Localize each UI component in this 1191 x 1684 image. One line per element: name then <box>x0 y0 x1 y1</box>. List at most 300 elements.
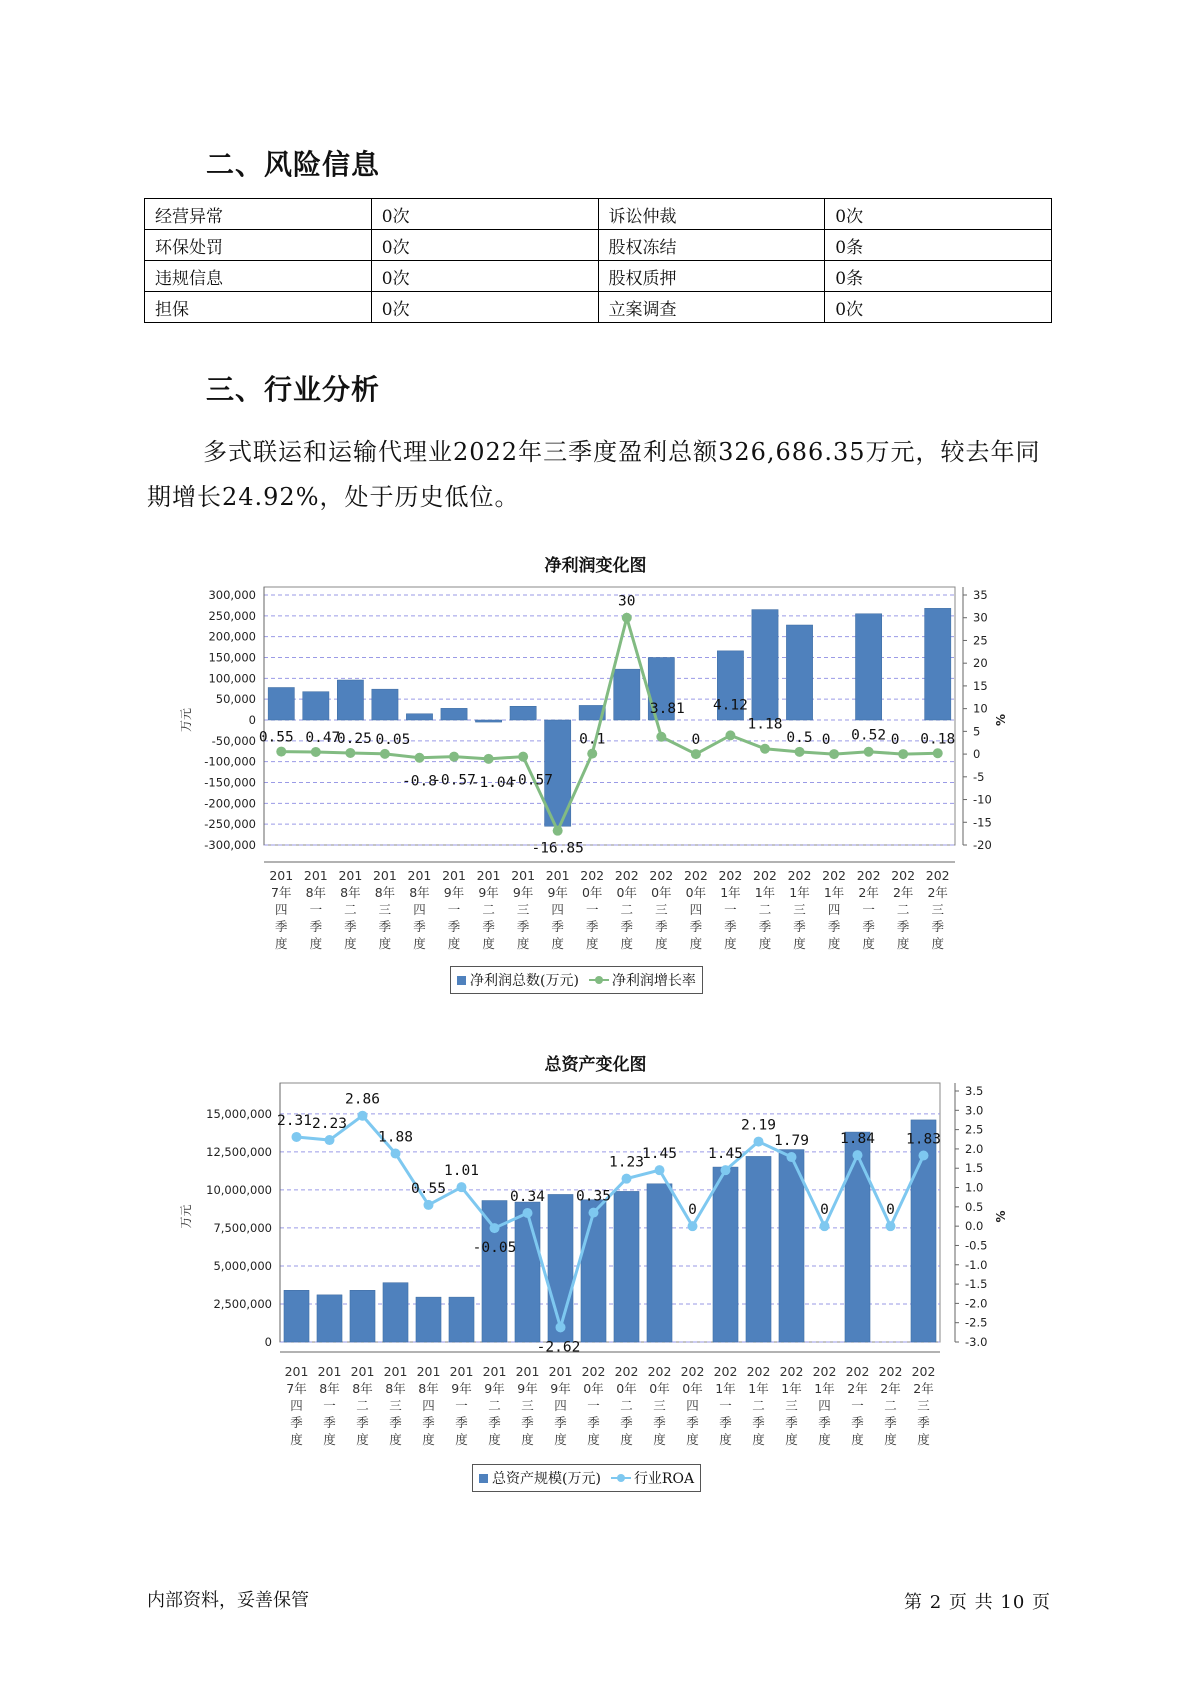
x-tick-label-line: 1年 <box>748 1381 769 1396</box>
x-tick-label-line: 度 <box>655 936 668 951</box>
x-tick-label-line: 三 <box>521 1398 534 1413</box>
x-tick-label-line: 度 <box>389 1432 402 1447</box>
data-label: 0.34 <box>510 1189 545 1206</box>
x-tick-label <box>753 868 777 951</box>
x-tick-label-line: 二 <box>620 902 634 917</box>
x-tick-label-line: 201 <box>442 868 466 883</box>
bar <box>855 614 881 720</box>
x-tick-label <box>681 1364 705 1447</box>
data-label: -16.85 <box>531 840 584 857</box>
legend-line-swatch <box>611 1473 631 1483</box>
x-tick-label-line: 三 <box>785 1398 798 1413</box>
x-tick-label-line: 度 <box>554 1432 567 1447</box>
bar <box>510 706 536 720</box>
x-tick-label <box>511 868 535 951</box>
x-tick-label <box>351 1364 375 1447</box>
x-tick-label <box>269 868 293 951</box>
x-tick-label-line: 度 <box>455 1432 468 1447</box>
y-right-tick-label: 30 <box>973 610 988 625</box>
x-tick-label-line: 8年 <box>352 1381 373 1396</box>
x-tick-label-line: 0年 <box>682 1381 703 1396</box>
x-tick-label-line: 度 <box>862 936 875 951</box>
bar <box>268 688 294 721</box>
x-tick-label-line: 四 <box>554 1398 567 1413</box>
x-tick-label-line: 季 <box>931 919 944 934</box>
x-tick-label-line: 一 <box>585 902 599 917</box>
data-label: 1.01 <box>444 1163 479 1180</box>
x-tick-label-line: 二 <box>758 902 772 917</box>
x-tick-label-line: 201 <box>548 1364 573 1379</box>
data-label: 0.35 <box>576 1188 611 1205</box>
x-tick-label <box>318 1364 342 1447</box>
y-left-tick-label: 15,000,000 <box>206 1106 272 1121</box>
x-tick-label-line: 1年 <box>823 885 845 900</box>
risk-item-label: 环保处罚 <box>145 230 372 261</box>
x-tick-label <box>912 1364 936 1447</box>
x-tick-label-line: 二 <box>752 1398 765 1413</box>
x-tick-label-line: 季 <box>521 1415 534 1430</box>
data-label: 1.88 <box>378 1129 413 1146</box>
x-tick-label-line: 季 <box>554 1415 567 1430</box>
risk-item-value: 0次 <box>825 199 1052 230</box>
data-label: 0.5 <box>786 729 813 746</box>
x-tick-label-line: 一 <box>862 902 875 917</box>
x-tick-label-line: 0年 <box>581 885 603 900</box>
x-tick-label-line: 度 <box>818 1432 831 1447</box>
x-tick-label-line: 0年 <box>649 1381 670 1396</box>
y-right-tick-label: -10 <box>973 792 992 807</box>
x-tick-label-line: 202 <box>614 868 639 883</box>
x-tick-label-line: 202 <box>925 868 950 883</box>
series-point <box>655 1165 665 1175</box>
x-tick-label-line: 1年 <box>789 885 810 900</box>
series-point <box>449 752 459 762</box>
x-tick-label <box>857 868 881 951</box>
x-tick-label-line: 0年 <box>616 885 638 900</box>
data-label: 0.55 <box>411 1180 446 1197</box>
x-tick-label-line: 四 <box>818 1398 831 1413</box>
x-tick-label-line: 四 <box>422 1398 435 1413</box>
x-tick-label <box>373 868 397 951</box>
total-assets-legend <box>472 1464 701 1492</box>
x-tick-label <box>926 868 950 951</box>
series-point <box>523 1208 533 1218</box>
x-tick-label-line: 9年 <box>550 1381 571 1396</box>
x-tick-label-line: 201 <box>449 1364 474 1379</box>
x-tick-label-line: 季 <box>827 919 841 934</box>
x-tick-label-line: 三 <box>378 902 392 917</box>
x-tick-label-line: 2年 <box>880 1381 901 1396</box>
x-tick-label <box>615 868 639 951</box>
x-tick-label <box>649 868 673 951</box>
x-tick-label-line: 季 <box>785 1415 798 1430</box>
x-tick-label-line: 一 <box>724 902 737 917</box>
x-tick-label-line: 202 <box>812 1364 837 1379</box>
x-tick-label-line: 季 <box>758 919 772 934</box>
x-tick-label-line: 季 <box>884 1415 897 1430</box>
y-right-tick-label: 2.5 <box>965 1122 984 1137</box>
series-point <box>589 1208 599 1218</box>
series-point <box>518 752 528 762</box>
x-tick-label <box>546 868 570 951</box>
y-left-tick-label: -150,000 <box>204 775 256 790</box>
y-right-tick-label: 1.0 <box>965 1180 984 1195</box>
x-tick-label-line: 三 <box>793 902 806 917</box>
y-right-tick-label: 15 <box>973 678 988 693</box>
x-tick-label-line: 季 <box>719 1415 732 1430</box>
x-tick-label-line: 2年 <box>892 885 914 900</box>
x-tick-label-line: 季 <box>455 1415 468 1430</box>
y-right-tick-label: -15 <box>973 815 992 830</box>
x-tick-label-line: 202 <box>647 1364 672 1379</box>
x-tick-label-line: 度 <box>851 1432 864 1447</box>
x-tick-label-line: 201 <box>416 1364 441 1379</box>
net-profit-legend <box>450 966 703 994</box>
data-label: 0 <box>820 1202 829 1219</box>
x-tick-label-line: 度 <box>447 936 461 951</box>
data-label: 0 <box>821 732 831 749</box>
x-tick-label-line: 201 <box>372 868 397 883</box>
x-tick-label-line: 度 <box>585 936 599 951</box>
x-tick-label-line: 度 <box>689 936 703 951</box>
y-right-tick-label: 5 <box>973 724 981 739</box>
x-tick-label-line: 202 <box>753 868 777 883</box>
x-tick-label <box>442 868 466 951</box>
x-tick-label-line: 度 <box>752 1432 765 1447</box>
data-label: -0.05 <box>472 1240 517 1257</box>
series-point <box>292 1132 302 1142</box>
bar <box>449 1297 474 1342</box>
x-tick-label-line: 1年 <box>715 1381 736 1396</box>
series-point <box>853 1150 863 1160</box>
x-tick-label-line: 9年 <box>512 885 534 900</box>
x-tick-label <box>714 1364 738 1447</box>
bar <box>647 1184 672 1342</box>
x-tick-label-line: 三 <box>917 1398 930 1413</box>
risk-item-value: 0次 <box>371 230 598 261</box>
x-tick-label <box>780 1364 804 1447</box>
risk-item-value: 0条 <box>825 230 1052 261</box>
series-point <box>380 749 390 759</box>
bar <box>925 608 951 720</box>
y-right-tick-label: 1.5 <box>965 1161 984 1176</box>
x-tick-label-line: 季 <box>516 919 530 934</box>
x-tick-label <box>891 868 915 951</box>
y-left-tick-label: 0 <box>264 1335 272 1349</box>
legend-bar-swatch <box>479 1474 488 1483</box>
x-tick-label-line: 9年 <box>547 885 568 900</box>
y-left-tick-label: -250,000 <box>204 817 256 832</box>
series-point <box>311 747 321 757</box>
risk-item-label: 立案调查 <box>598 292 825 323</box>
risk-item-label: 股权冻结 <box>598 230 825 261</box>
x-tick-label-line: 度 <box>323 1432 336 1447</box>
y-right-tick-label: 10 <box>973 701 988 716</box>
series-point <box>490 1223 500 1233</box>
x-tick-label-line: 9年 <box>451 1381 472 1396</box>
y-left-tick-label: 2,500,000 <box>213 1296 272 1311</box>
table-row <box>145 292 1052 323</box>
y-right-axis-title: % <box>994 1210 1008 1223</box>
data-label: 0.55 <box>258 729 294 746</box>
legend-label: 净利润增长率 <box>611 973 696 989</box>
x-tick-label-line: 度 <box>793 936 806 951</box>
x-tick-label-line: 季 <box>620 1415 633 1430</box>
series-point <box>414 753 424 763</box>
risk-item-value: 0次 <box>371 199 598 230</box>
bar <box>614 669 640 720</box>
series-point <box>325 1135 335 1145</box>
x-tick-label-line: 1年 <box>781 1381 802 1396</box>
series-point <box>898 749 908 759</box>
x-tick-label-line: 201 <box>350 1364 375 1379</box>
section-heading-risk: 二、风险信息 <box>206 148 381 181</box>
x-tick-label-line: 季 <box>422 1415 435 1430</box>
risk-item-label: 经营异常 <box>145 199 372 230</box>
x-tick-label-line: 一 <box>455 1398 468 1413</box>
y-right-tick-label: -5 <box>973 769 985 784</box>
data-label: -0.57 <box>509 772 553 789</box>
y-right-tick-label: -1.0 <box>965 1257 988 1272</box>
plot-area <box>280 1083 940 1342</box>
x-tick-label-line: 一 <box>323 1398 336 1413</box>
x-tick-label-line: 201 <box>383 1364 408 1379</box>
risk-item-value: 0次 <box>371 261 598 292</box>
x-tick-label-line: 季 <box>655 919 668 934</box>
x-tick-label-line: 三 <box>516 902 530 917</box>
x-tick-label-line: 三 <box>653 1398 666 1413</box>
x-tick-label-line: 度 <box>482 936 495 951</box>
x-tick-label-line: 9年 <box>484 1381 505 1396</box>
data-label: -0.8 <box>402 773 437 790</box>
data-label: 30 <box>618 593 636 610</box>
y-right-tick-label: 3.5 <box>965 1084 984 1098</box>
chart-title-net-profit: 净利润变化图 <box>544 556 647 576</box>
x-tick-label-line: 202 <box>713 1364 738 1379</box>
x-tick-label-line: 度 <box>378 936 392 951</box>
x-tick-label-line: 度 <box>422 1432 435 1447</box>
x-tick-label-line: 1年 <box>754 885 776 900</box>
x-tick-label <box>408 868 432 951</box>
x-tick-label-line: 季 <box>309 919 323 934</box>
x-tick-label-line: 1年 <box>720 885 741 900</box>
data-label: 0.47 <box>305 729 341 746</box>
y-right-tick-label: 3.0 <box>965 1103 984 1118</box>
x-tick-label-line: 四 <box>689 902 703 917</box>
x-tick-label-line: 度 <box>724 936 737 951</box>
x-tick-label-line: 二 <box>482 902 495 917</box>
x-tick-label <box>684 868 708 951</box>
x-tick-label-line: 201 <box>317 1364 342 1379</box>
legend-bar-swatch <box>457 976 466 985</box>
bar <box>441 708 467 720</box>
series-point <box>391 1149 401 1159</box>
bar <box>372 689 398 720</box>
x-tick-label-line: 201 <box>284 1364 309 1379</box>
series-point <box>276 747 286 757</box>
x-tick-label-line: 四 <box>413 902 426 917</box>
x-tick-label <box>615 1364 639 1447</box>
x-tick-label <box>483 1364 507 1447</box>
series-point <box>795 747 805 757</box>
bar <box>614 1191 639 1342</box>
series-point <box>787 1152 797 1162</box>
x-tick-label-line: 度 <box>488 1432 501 1447</box>
data-label: 1.84 <box>840 1131 875 1148</box>
y-left-tick-label: 100,000 <box>208 671 256 686</box>
risk-table <box>144 198 1052 323</box>
x-tick-label-line: 度 <box>290 1432 303 1447</box>
x-tick-label-line: 度 <box>785 1432 798 1447</box>
x-tick-label <box>285 1364 309 1447</box>
legend-label: 行业ROA <box>633 1471 695 1487</box>
x-tick-label <box>747 1364 771 1447</box>
bar <box>845 1132 870 1342</box>
x-tick-label-line: 202 <box>878 1364 903 1379</box>
x-tick-label-line: 201 <box>338 868 363 883</box>
data-label: 0 <box>688 1202 697 1219</box>
x-tick-label-line: 度 <box>275 936 288 951</box>
x-tick-label-line: 三 <box>389 1398 402 1413</box>
x-tick-label-line: 201 <box>545 868 570 883</box>
x-tick-label <box>304 868 328 951</box>
series-point <box>556 1322 566 1332</box>
y-right-tick-label: 0.0 <box>965 1219 984 1234</box>
x-tick-label-line: 2年 <box>847 1381 868 1396</box>
x-tick-label-line: 201 <box>511 868 536 883</box>
y-right-tick-label: 20 <box>973 656 988 671</box>
series-point <box>820 1221 830 1231</box>
x-tick-label-line: 季 <box>482 919 495 934</box>
x-tick-label <box>879 1364 903 1447</box>
bar <box>317 1295 342 1342</box>
y-left-tick-label: -300,000 <box>204 838 256 852</box>
x-tick-label-line: 202 <box>822 868 847 883</box>
y-left-tick-label: 0 <box>248 713 256 727</box>
x-tick-label-line: 度 <box>827 936 841 951</box>
x-tick-label-line: 度 <box>620 936 634 951</box>
y-right-tick-label: 25 <box>973 633 988 648</box>
x-tick-label-line: 202 <box>746 1364 771 1379</box>
x-tick-label-line: 202 <box>649 868 674 883</box>
x-tick-label-line: 度 <box>344 936 357 951</box>
x-tick-label-line: 季 <box>862 919 875 934</box>
x-tick-label-line: 季 <box>275 919 288 934</box>
table-row <box>145 230 1052 261</box>
x-tick-label-line: 0年 <box>583 1381 604 1396</box>
legend-label: 净利润总数(万元) <box>470 973 579 989</box>
data-label: 0.1 <box>579 731 606 748</box>
data-label: 0 <box>890 732 900 749</box>
x-tick-label-line: 7年 <box>286 1381 307 1396</box>
data-label: 1.18 <box>747 716 783 733</box>
bar <box>383 1283 408 1342</box>
y-left-tick-label: -50,000 <box>211 733 256 748</box>
series-point <box>760 744 770 754</box>
x-tick-label <box>477 868 501 951</box>
x-tick-label <box>384 1364 408 1447</box>
x-tick-label-line: 季 <box>620 919 634 934</box>
x-tick-label-line: 二 <box>896 902 910 917</box>
x-tick-label-line: 8年 <box>409 885 430 900</box>
x-tick-label <box>788 868 812 951</box>
x-tick-label-line: 二 <box>356 1398 369 1413</box>
x-tick-label-line: 度 <box>896 936 910 951</box>
y-right-tick-label: 2.0 <box>965 1141 984 1156</box>
x-tick-label-line: 季 <box>917 1415 930 1430</box>
x-tick-label-line: 0年 <box>651 885 672 900</box>
x-tick-label-line: 8年 <box>418 1381 439 1396</box>
series-point <box>688 1221 698 1231</box>
y-right-tick-label: -20 <box>973 838 992 852</box>
bar <box>350 1290 375 1342</box>
data-label: 0.18 <box>920 731 956 748</box>
x-tick-label-line: 202 <box>614 1364 639 1379</box>
x-tick-label-line: 季 <box>290 1415 303 1430</box>
x-tick-label <box>417 1364 441 1447</box>
y-right-axis-title: % <box>994 713 1008 727</box>
y-left-tick-label: 7,500,000 <box>213 1220 272 1235</box>
series-point <box>933 748 943 758</box>
series-point <box>622 613 632 623</box>
legend-label: 总资产规模(万元) <box>492 1471 601 1487</box>
x-tick-label-line: 季 <box>551 919 564 934</box>
series-point <box>721 1165 731 1175</box>
x-tick-label-line: 二 <box>884 1398 897 1413</box>
x-tick-label-line: 季 <box>724 919 737 934</box>
series-point <box>725 730 735 740</box>
x-tick-label-line: 四 <box>290 1398 303 1413</box>
x-tick-label-line: 8年 <box>385 1381 406 1396</box>
data-label: 1.83 <box>906 1131 941 1148</box>
chart-title-total-assets: 总资产变化图 <box>544 1055 647 1075</box>
data-label: 3.81 <box>649 700 685 717</box>
bar <box>482 1201 507 1342</box>
y-right-tick-label: -3.0 <box>965 1335 988 1349</box>
x-tick-label-line: 0年 <box>616 1381 637 1396</box>
x-tick-label <box>338 868 362 951</box>
y-left-tick-label: -100,000 <box>204 754 256 769</box>
x-tick-label-line: 一 <box>309 902 323 917</box>
x-tick-label-line: 季 <box>344 919 357 934</box>
total-assets-chart <box>0 1080 1191 1500</box>
bar <box>303 692 329 720</box>
x-tick-label-line: 度 <box>521 1432 534 1447</box>
x-tick-label-line: 一 <box>851 1398 864 1413</box>
x-tick-label <box>549 1364 573 1447</box>
data-label: 1.45 <box>642 1146 677 1163</box>
data-label: 1.45 <box>708 1146 743 1163</box>
x-tick-label-line: 202 <box>581 1364 606 1379</box>
series-point <box>587 749 597 759</box>
data-label: -1.04 <box>470 774 515 791</box>
series-point <box>691 749 701 759</box>
x-tick-label-line: 202 <box>779 1364 804 1379</box>
x-tick-label-line: 9年 <box>478 885 499 900</box>
x-tick-label-line: 一 <box>587 1398 600 1413</box>
bar <box>713 1167 738 1342</box>
series-point <box>864 747 874 757</box>
series-point <box>919 1150 929 1160</box>
y-left-tick-label: -200,000 <box>204 796 256 811</box>
data-label: 0.52 <box>851 727 887 744</box>
x-tick-label-line: 二 <box>488 1398 501 1413</box>
bar <box>581 1200 606 1342</box>
x-tick-label <box>813 1364 837 1447</box>
x-tick-label-line: 四 <box>686 1398 699 1413</box>
series-point <box>345 748 355 758</box>
series-point <box>622 1174 632 1184</box>
